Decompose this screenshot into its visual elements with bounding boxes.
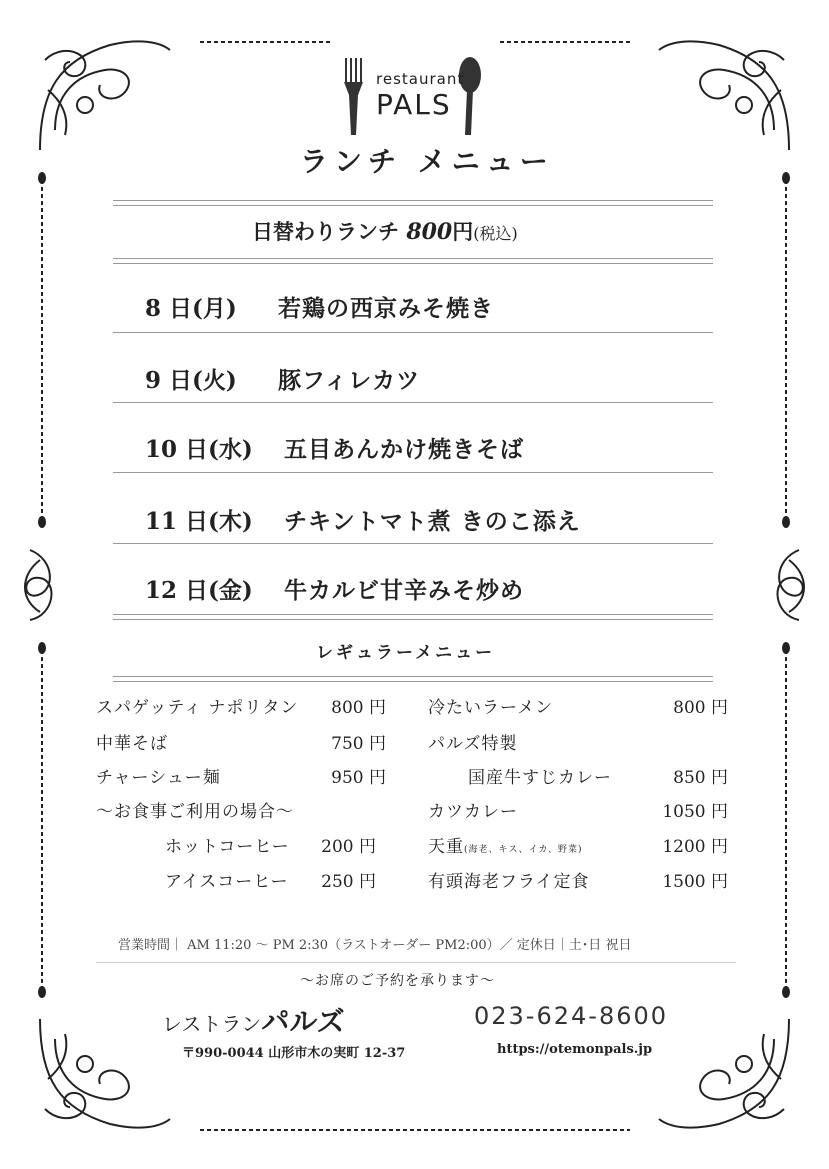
- dish-name: チキントマト煮 きのこ添え: [284, 508, 581, 535]
- website-link[interactable]: https://otemonpals.jp: [497, 1042, 653, 1057]
- regular-menu-title: レギュラーメニュー: [316, 643, 496, 663]
- daily-lunch-label: 日替わりランチ: [252, 219, 399, 244]
- logo-brand-text: PALS: [376, 88, 452, 121]
- side-flourish-left: [25, 550, 51, 620]
- day-label: 9 日(火): [145, 367, 237, 394]
- phone-number[interactable]: 023-624-8600: [474, 1002, 669, 1030]
- menu-item-price: 950 円: [331, 768, 386, 788]
- business-hours: 営業時間｜ AM 11:20 ～ PM 2:30（ラストオーダー PM2:00）／ 定休日｜土･日 祝日: [118, 938, 632, 953]
- special-header: パルズ特製: [428, 734, 518, 754]
- menu-item-price: 1500 円: [662, 872, 728, 892]
- page-title: ランチ メニュー: [300, 145, 554, 178]
- menu-item-name: [428, 832, 582, 857]
- menu-item-price: 1050 円: [662, 802, 728, 822]
- reservation-note: ～お席のご予約を承ります～: [300, 973, 495, 989]
- daily-lunch-header: [252, 216, 518, 246]
- menu-item-price: 800 円: [331, 698, 386, 718]
- dish-name: 牛カルビ甘辛みそ炒め: [284, 577, 524, 604]
- spoon-icon: [459, 57, 481, 135]
- tenju-name: 天重: [428, 837, 464, 857]
- dish-name: 五目あんかけ焼きそば: [284, 436, 524, 463]
- drink-name: アイスコーヒー: [165, 872, 289, 892]
- menu-item-price: 850 円: [673, 768, 728, 788]
- dish-name: 豚フィレカツ: [278, 367, 421, 394]
- daily-lunch-yen: 円: [452, 219, 474, 244]
- menu-item-name: 有頭海老フライ定食: [428, 872, 590, 892]
- address: 〒990-0044 山形市木の実町 12-37: [182, 1046, 406, 1061]
- day-label: 8 日(月): [145, 295, 237, 322]
- day-label: 10 日(水): [145, 436, 253, 463]
- logo-small-text: restaurant: [376, 70, 465, 88]
- shop-prefix: レストラン: [162, 1012, 262, 1036]
- tenju-note: (海老、キス、イカ、野菜): [464, 845, 583, 855]
- daily-lunch-price: 800: [406, 219, 453, 245]
- shop-name: [162, 1000, 345, 1040]
- daily-lunch-tax: (税込): [473, 224, 518, 243]
- corner-flourish-bottom-left: [40, 1019, 170, 1128]
- menu-item-price: 800 円: [673, 698, 728, 718]
- side-flourish-right: [778, 550, 804, 620]
- drink-price: 200 円: [321, 837, 376, 857]
- menu-item-name: スパゲッティ ナポリタン: [96, 698, 299, 718]
- day-label: 12 日(金): [145, 577, 253, 604]
- meal-note: ～お食事ご利用の場合～: [96, 802, 294, 822]
- fork-icon: [344, 58, 363, 135]
- menu-item-name: 中華そば: [96, 734, 168, 754]
- menu-item-price: 750 円: [331, 734, 386, 754]
- corner-flourish-top-left: [40, 41, 170, 150]
- corner-flourish-top-right: [659, 41, 789, 150]
- day-label: 11 日(木): [145, 508, 253, 535]
- drink-price: 250 円: [321, 872, 376, 892]
- corner-flourish-bottom-right: [659, 1019, 789, 1128]
- menu-item-name: カツカレー: [428, 802, 518, 822]
- menu-item-price: 1200 円: [662, 837, 728, 857]
- dish-name: 若鶏の西京みそ焼き: [278, 295, 494, 322]
- menu-item-name: チャーシュー麺: [96, 768, 221, 788]
- menu-item-name: 冷たいラーメン: [428, 698, 554, 718]
- shop-brand: パルズ: [261, 1005, 345, 1038]
- menu-item-name: 国産牛すじカレー: [468, 768, 612, 788]
- drink-name: ホットコーヒー: [165, 837, 290, 857]
